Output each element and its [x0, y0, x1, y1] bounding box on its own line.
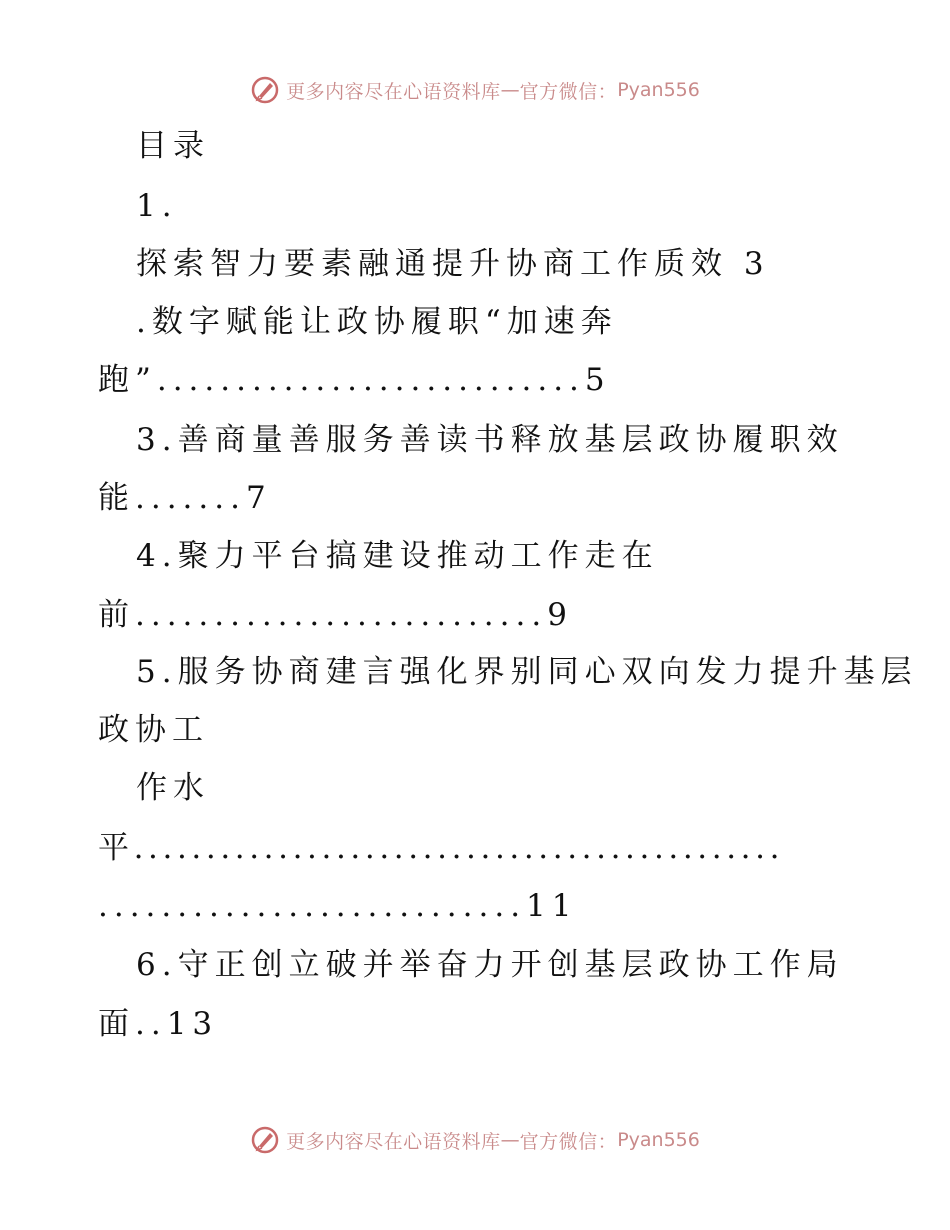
toc-line: 1. — [136, 188, 178, 224]
watermark-wechat-label: 官方微信： — [519, 80, 618, 103]
toc-line: 政协工 — [98, 712, 209, 748]
toc-line: 前..........................9 — [98, 597, 573, 633]
watermark-wechat-label: 官方微信： — [519, 1130, 618, 1153]
watermark-wechat-id: Pyan556 — [617, 1129, 700, 1151]
toc-line: 6.守正创立破并举奋力开创基层政协工作局 — [136, 947, 844, 983]
toc-line: 探索智力要素融通提升协商工作质效 3 — [136, 246, 770, 282]
watermark-footer — [0, 1120, 950, 1160]
watermark-separator: — — [500, 79, 520, 101]
watermark-text: 更多内容尽在心语资料库 — [286, 80, 501, 103]
toc-line: 3.善商量善服务善读书释放基层政协履职效 — [136, 422, 844, 458]
toc-line: 跑”...........................5 — [98, 362, 611, 398]
quill-logo-icon — [250, 75, 280, 105]
watermark-wechat-id: Pyan556 — [617, 79, 700, 101]
watermark-separator: — — [500, 1129, 520, 1151]
toc-line: .数字赋能让政协履职“加速奔 — [136, 304, 618, 340]
toc-line: 面..13 — [98, 1006, 219, 1042]
toc-line: ...........................11 — [98, 888, 578, 924]
watermark-header — [0, 70, 950, 110]
toc-heading: 目录 — [136, 128, 210, 164]
watermark-text: 更多内容尽在心语资料库 — [286, 1130, 501, 1153]
toc-line: 作水 — [136, 770, 210, 806]
quill-logo-icon — [250, 1125, 280, 1155]
toc-line: 4.聚力平台搞建设推动工作走在 — [136, 538, 659, 574]
toc-line: 能.......7 — [98, 480, 272, 516]
toc-line: 平............................................. — [98, 830, 785, 866]
toc-line: 5.服务协商建言强化界别同心双向发力提升基层 — [136, 654, 918, 690]
